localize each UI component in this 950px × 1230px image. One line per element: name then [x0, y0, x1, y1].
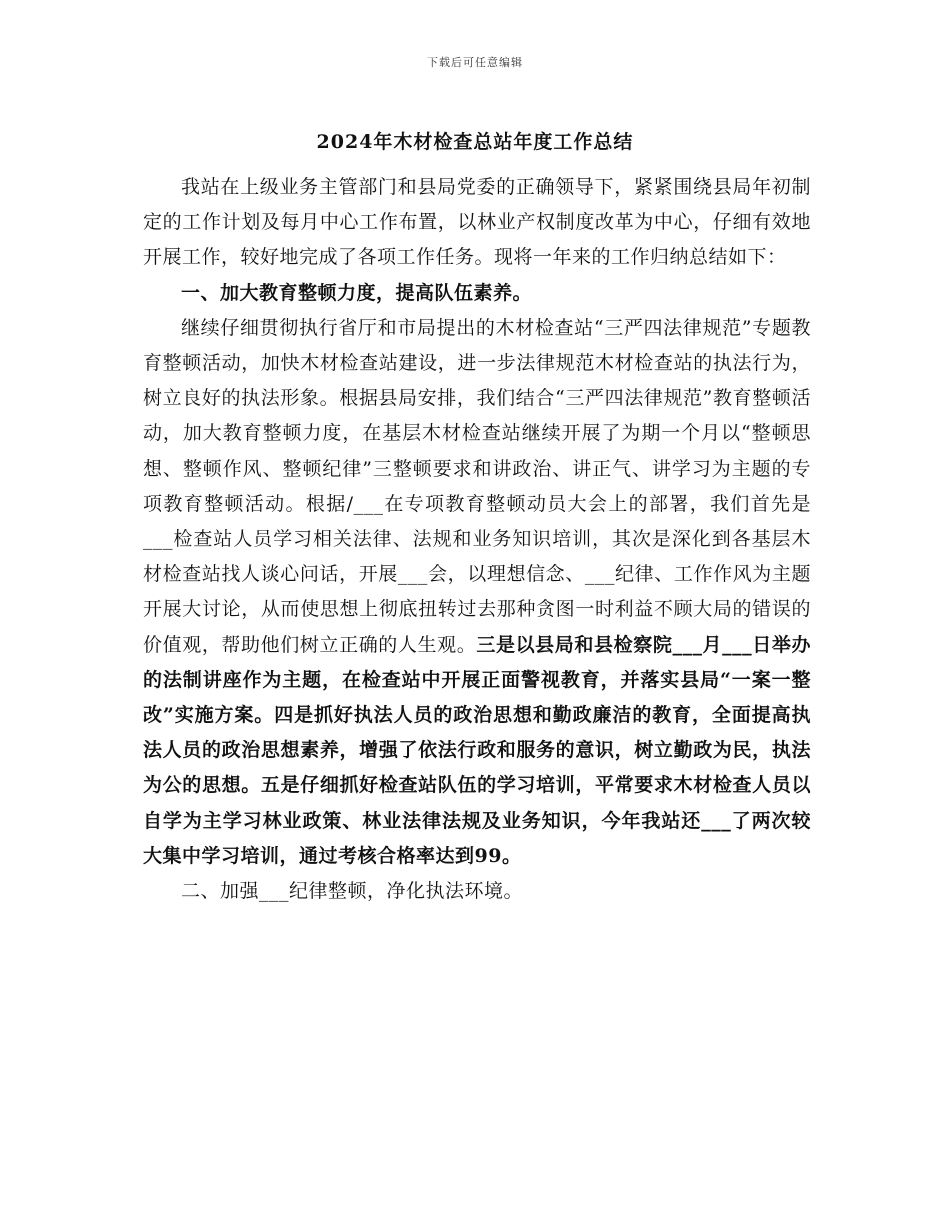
document-title: 2024年木材检查总站年度工作总结	[316, 131, 634, 153]
section-1-regular-text: 继续仔细贯彻执行省厅和市局提出的木材检查站“三严四法律规范”专题教育整顿活动，加快木材检查站建设，进一步法律规范木材检查站的执法行为，树立良好的执法形象。根据县局安排，我们结合“三严四法律规范”教育整顿活动，加大教育整顿力度，在基层木材检查站继续开展了为期一个月以“整顿思想、整顿作风、整顿纪律”三整顿要求和讲政治、讲正气、讲学习为主题的专项教育整顿活动。根据/___在专项教育整顿动员大会上的部署，我们首先是___检查站人员学习相关法律、法规和业务知识培训，其次是深化到各基层木材检查站找人谈心问话，开展___会，以理想信念、___纪律、工作作风为主题开展大讨论，从而使思想上彻底扭转过去那种贪图一时利益不顾大局的错误的价值观，帮助他们树立正确的人生观。	[143, 316, 811, 656]
section-1-bold-text: 三是以县局和县检察院___月___日举办的法制讲座作为主题，在检查站中开展正面警视教育，并落实县局“一案一整改”实施方案。四是抓好执法人员的政治思想和勤政廉洁的教育，全面提高执法人员的政治思想素养，增强了依法行政和服务的意识，树立勤政为民，执法为公的思想。五是仔细抓好检查站队伍的学习培训，平常要求木材检查人员以自学为主学习林业政策、林业法律法规及业务知识，今年我站还___了两次较大集中学习培训，通过考核合格率达到99。	[143, 633, 811, 867]
intro-paragraph: 我站在上级业务主管部门和县局党委的正确领导下，紧紧围绕县局年初制定的工作计划及每月中心工作布置，以林业产权制度改革为中心，仔细有效地开展工作，较好地完成了各项工作任务。现将一年来的工作归纳总结如下：	[143, 176, 811, 269]
section-1-heading: 一、加大教育整顿力度，提高队伍素养。	[181, 281, 533, 304]
page-header-note: 下载后可任意编辑	[427, 56, 523, 69]
section-1-paragraph	[143, 311, 811, 874]
document-body	[143, 170, 811, 909]
section-2-heading: 二、加强___纪律整顿，净化执法环境。	[181, 880, 524, 903]
